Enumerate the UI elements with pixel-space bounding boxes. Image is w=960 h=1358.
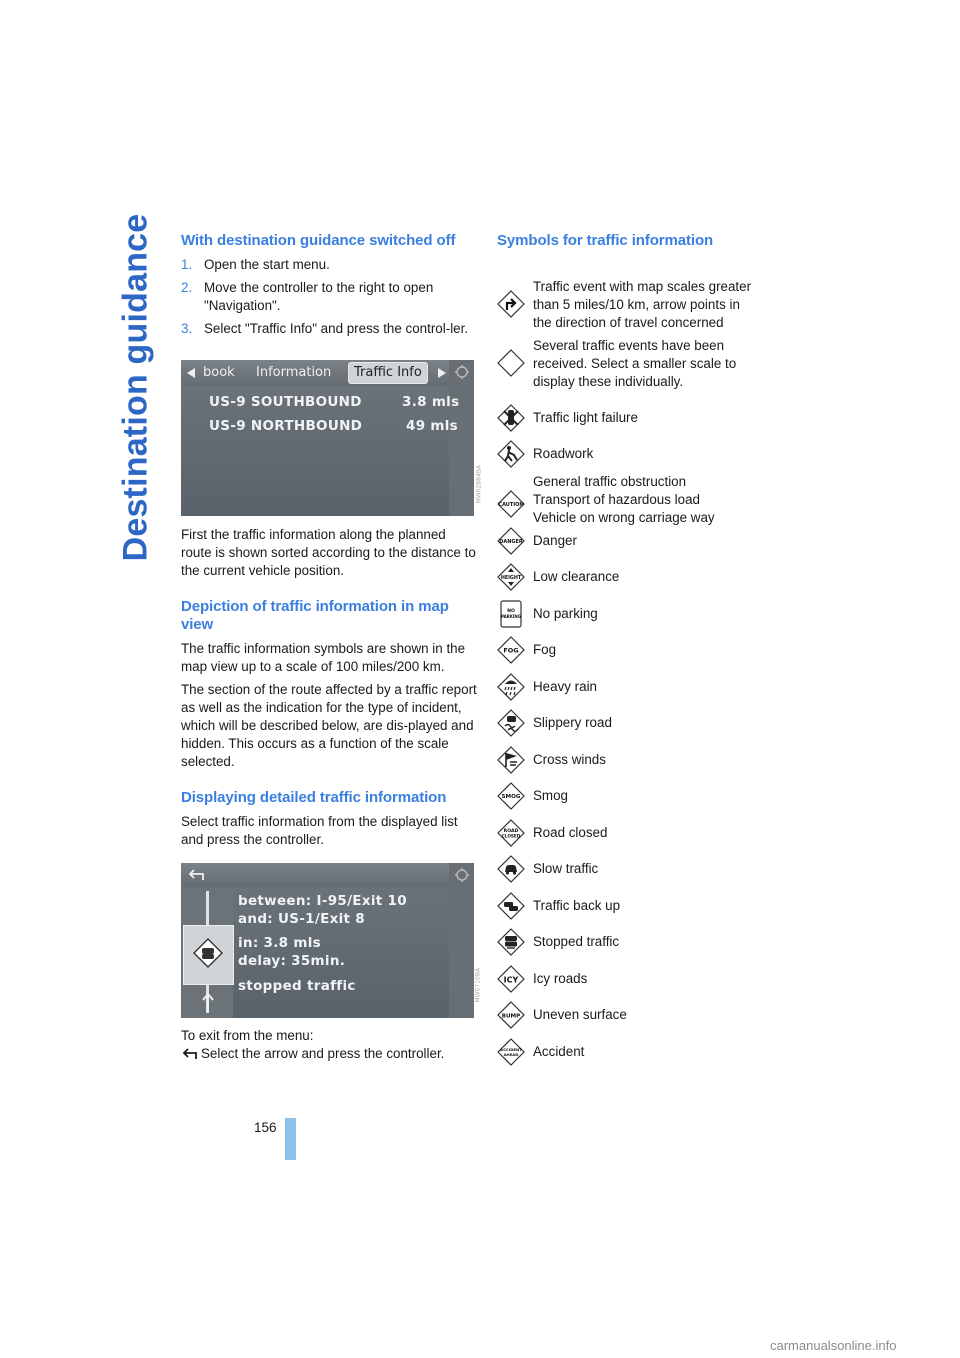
svg-text:ACCIDENT: ACCIDENT xyxy=(500,1047,522,1052)
symbol-description: Road closed xyxy=(533,825,608,840)
symbol-description: Smog xyxy=(533,788,568,803)
icy-roads-icon xyxy=(497,965,525,993)
symbol-row xyxy=(497,276,752,332)
caution-icon xyxy=(497,490,525,518)
svg-text:CLOSED: CLOSED xyxy=(501,833,521,839)
symbol-description: Slippery road xyxy=(533,715,612,730)
arrow-right-icon[interactable] xyxy=(437,367,447,379)
arrow-left-icon[interactable] xyxy=(186,367,196,379)
section-heading-map-view: Depiction of traffic information in map view xyxy=(181,598,449,633)
tab-information[interactable]: Information xyxy=(256,365,332,380)
tab-traffic-info[interactable]: Traffic Info xyxy=(348,362,428,384)
image-code: MW0710BA xyxy=(475,968,482,1003)
symbol-description: Heavy rain xyxy=(533,679,598,694)
symbol-description xyxy=(533,278,751,332)
symbol-row xyxy=(497,440,594,468)
symbol-row xyxy=(497,782,568,810)
step-number: 2. xyxy=(181,280,193,295)
step-text: Select "Traffic Info" and press the control-ler. xyxy=(204,321,469,336)
symbol-row xyxy=(497,474,715,532)
svg-text:SMOG: SMOG xyxy=(501,794,521,801)
traffic-row-road[interactable]: US-9 NORTHBOUND xyxy=(209,418,363,434)
symbol-description: Accident xyxy=(533,1044,585,1059)
traffic-list-screen xyxy=(181,360,482,516)
detail-between: between: I-95/Exit 10 xyxy=(238,893,407,909)
heavy-rain-icon xyxy=(497,673,525,701)
svg-text:PARKING: PARKING xyxy=(501,614,521,619)
symbol-description: Traffic light failure xyxy=(533,410,638,425)
symbol-description: Fog xyxy=(533,642,557,657)
step-number: 1. xyxy=(181,257,193,272)
symbol-row xyxy=(497,527,577,555)
symbol-description: Icy roads xyxy=(533,971,588,986)
svg-text:FOG: FOG xyxy=(503,646,519,655)
symbol-row xyxy=(497,563,620,591)
fog-icon xyxy=(497,636,525,664)
exit-instruction-text: Select the arrow and press the controller. xyxy=(201,1046,445,1061)
svg-text:AHEAD: AHEAD xyxy=(503,1052,519,1057)
symbol-row xyxy=(497,673,598,701)
symbol-description xyxy=(533,337,736,391)
detail-distance: in: 3.8 mls xyxy=(238,935,321,951)
svg-text:CAUTION: CAUTION xyxy=(498,502,524,508)
symbol-text-line: received. Select a smaller scale to xyxy=(533,356,737,371)
symbol-text-line: General traffic obstruction xyxy=(533,474,687,489)
symbol-row xyxy=(497,855,599,883)
detail-delay: delay: 35min. xyxy=(238,953,346,969)
no-parking-icon xyxy=(497,600,525,628)
empty-diamond-icon xyxy=(497,349,525,377)
traffic-row-road[interactable]: US-9 SOUTHBOUND xyxy=(209,394,362,410)
symbol-text-line: Traffic event with map scales greater xyxy=(533,279,752,294)
detail-type: stopped traffic xyxy=(238,978,356,994)
low-clearance-icon xyxy=(497,563,525,591)
slow-traffic-icon xyxy=(497,855,525,883)
svg-text:BUMP: BUMP xyxy=(501,1013,521,1020)
image-code: MW02884BA xyxy=(475,465,482,504)
symbol-row xyxy=(497,404,638,432)
section-heading-detailed-info: Displaying detailed traffic information xyxy=(181,789,447,806)
symbol-row xyxy=(497,746,606,774)
symbol-description: Stopped traffic xyxy=(533,934,620,949)
controller-icon xyxy=(454,364,470,380)
symbol-description: Slow traffic xyxy=(533,861,599,876)
symbol-description: Traffic back up xyxy=(533,898,621,913)
page-marker-bar xyxy=(285,1118,296,1160)
step-number: 3. xyxy=(181,321,193,336)
symbol-row xyxy=(497,600,598,628)
section-heading-guidance-off: With destination guidance switched off xyxy=(181,232,456,249)
symbol-description: Cross winds xyxy=(533,752,606,767)
stopped-traffic-icon xyxy=(497,928,525,956)
symbol-description: Roadwork xyxy=(533,446,594,461)
symbol-text-line: Vehicle on wrong carriage way xyxy=(533,510,715,525)
traffic-row-distance: 3.8 mls xyxy=(402,394,460,410)
symbol-row xyxy=(497,819,608,847)
stopped-traffic-icon xyxy=(193,938,223,968)
detail-and: and: US-1/Exit 8 xyxy=(238,911,365,927)
svg-text:ROAD: ROAD xyxy=(503,829,519,834)
exit-instruction-line xyxy=(181,1045,477,1063)
controller-icon xyxy=(454,867,470,883)
back-arrow-icon[interactable] xyxy=(187,868,205,882)
svg-text:ICY: ICY xyxy=(503,975,519,985)
step-item xyxy=(181,320,477,338)
symbol-text-line: Several traffic events have been xyxy=(533,338,725,353)
paragraph-map-scale: The traffic information symbols are shown in the map view up to a scale of 100 miles/200 km. xyxy=(181,641,466,674)
back-arrow-icon xyxy=(181,1048,198,1060)
symbol-row xyxy=(497,636,557,664)
road-closed-icon xyxy=(497,819,525,847)
paragraph-select-info: Select traffic information from the displayed list and press the controller. xyxy=(181,814,458,847)
selected-symbol-box[interactable] xyxy=(183,925,234,985)
traffic-back-up-icon xyxy=(497,892,525,920)
exit-instruction: To exit from the menu: xyxy=(181,1028,314,1043)
step-text: Open the start menu. xyxy=(204,257,330,272)
screen-side-strip xyxy=(449,863,474,1018)
symbol-text-line: Transport of hazardous load xyxy=(533,492,700,507)
roadwork-icon xyxy=(497,440,525,468)
symbol-row xyxy=(497,892,621,920)
steps-list xyxy=(181,256,477,338)
right-column xyxy=(497,230,787,1059)
traffic-light-failure-icon xyxy=(497,404,525,432)
left-column xyxy=(181,230,482,1063)
section-heading-symbols: Symbols for traffic information xyxy=(497,232,714,249)
chapter-title-text: Destination guidance xyxy=(116,213,155,561)
symbol-description: Danger xyxy=(533,533,577,548)
symbol-text-line: the direction of travel concerned xyxy=(533,315,724,330)
step-text: Move the controller to the right to open "Navigation". xyxy=(204,280,434,313)
svg-text:DANGER: DANGER xyxy=(499,539,523,545)
screen-side-strip xyxy=(449,360,474,516)
cross-winds-icon xyxy=(497,746,525,774)
chapter-side-title xyxy=(114,213,158,561)
smog-icon xyxy=(497,782,525,810)
tab-book[interactable]: book xyxy=(203,365,235,380)
symbol-row xyxy=(497,1001,627,1029)
direction-arrow-icon xyxy=(497,290,525,318)
symbol-description: Uneven surface xyxy=(533,1007,627,1022)
paragraph-route-section: The section of the route affected by a traffic report as well as the indication for the type of incident, which will be described below, are dis-played and hidden. This occurs as a function of the scale selected. xyxy=(181,682,477,769)
symbol-row xyxy=(497,709,612,737)
danger-icon xyxy=(497,527,525,555)
symbol-text-line: display these individually. xyxy=(533,374,684,389)
slippery-road-icon xyxy=(497,709,525,737)
symbol-description xyxy=(533,473,715,527)
symbol-row xyxy=(497,335,737,391)
symbol-row xyxy=(497,928,620,956)
step-item xyxy=(181,279,477,315)
svg-text:NO: NO xyxy=(507,609,515,614)
symbol-row xyxy=(497,965,588,993)
uneven-surface-icon xyxy=(497,1001,525,1029)
route-arrow-icon xyxy=(200,991,216,1013)
step-item xyxy=(181,256,477,274)
symbol-row xyxy=(497,1038,585,1066)
screen-top-bar xyxy=(181,863,449,887)
paragraph-sorted-list: First the traffic information along the planned route is shown sorted according to the distance to the current vehicle position. xyxy=(181,527,476,578)
traffic-row-distance: 49 mls xyxy=(406,418,459,434)
svg-text:HEIGHT: HEIGHT xyxy=(500,576,522,581)
traffic-detail-screen xyxy=(181,863,482,1018)
site-watermark: carmanualsonline.info xyxy=(770,1338,897,1353)
accident-icon xyxy=(497,1038,525,1066)
symbol-text-line: than 5 miles/10 km, arrow points in xyxy=(533,297,740,312)
symbol-description: Low clearance xyxy=(533,569,620,584)
symbol-description: No parking xyxy=(533,606,598,621)
page-number: 156 xyxy=(254,1120,277,1135)
